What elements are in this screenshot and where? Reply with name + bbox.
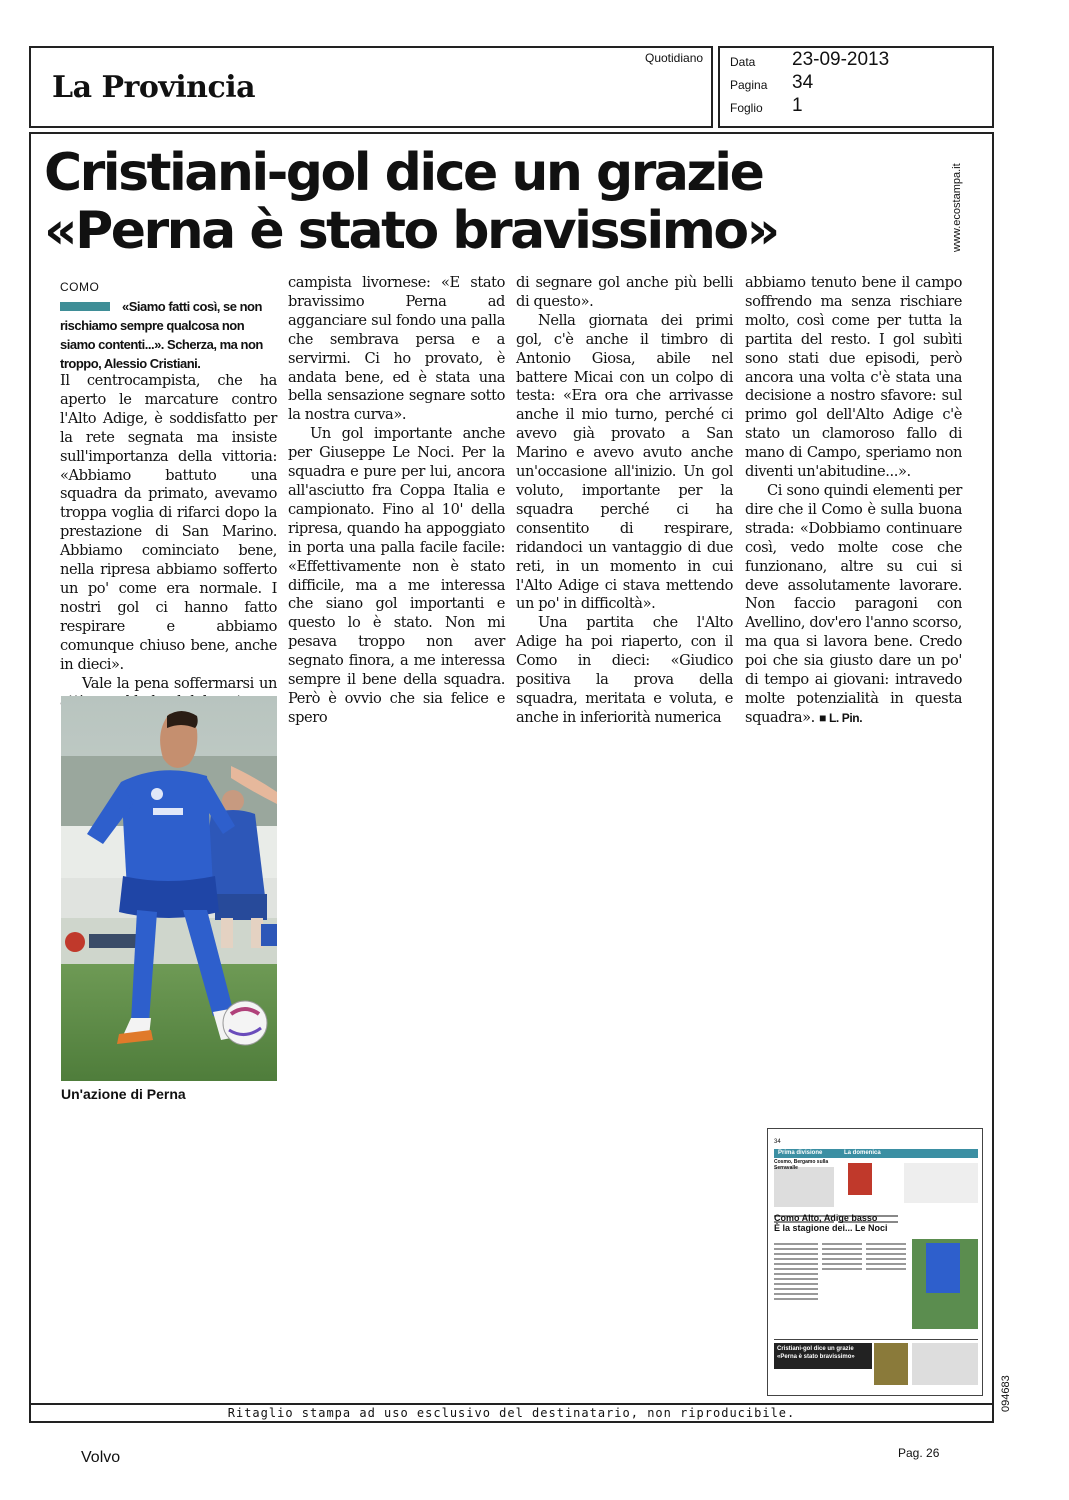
lead-paragraph: «Siamo fatti così, se non rischiamo sempre qualcosa non siamo contenti...». Scherza, ma non troppo, Alessio Cristiani. bbox=[60, 299, 263, 371]
thumbnail-mini-headline-1: Cristiani-gol dice un grazie bbox=[777, 1346, 854, 1352]
paragraph-text: Ci sono quindi elementi per dire che il Como è sulla buona strada: «Dobbiamo continuare così, vedo molte cose che funzionano, altre su cui si deve assolutamente lavorare. Non faccio paragoni con Avellino, dov'ero l'anno scorso, ma qua si lavora bene. Credo poi che sia giusto dare un po' di tempo ai giovani: intravedo molte potenzialità in questa squadra». bbox=[745, 481, 962, 726]
paragraph bbox=[745, 482, 962, 728]
foglio-value: 1 bbox=[792, 95, 803, 116]
headline-line-1: Cristiani-gol dice un grazie bbox=[44, 143, 763, 203]
photo-caption: Un'azione di Perna bbox=[61, 1086, 186, 1102]
page-thumbnail bbox=[767, 1128, 983, 1396]
side-url: www.ecostampa.it bbox=[951, 163, 963, 252]
paragraph: Una partita che l'Alto Adige ha poi riaperto, con il Como in dieci: «Giudico positiva la prova della squadra, meritata e voluta, e anche in inferiorità numerica bbox=[516, 614, 733, 726]
headline-line-2: «Perna è stato bravissimo» bbox=[44, 201, 778, 261]
author-signature: ■ L. Pin. bbox=[819, 710, 863, 725]
thumbnail-headline bbox=[774, 1213, 888, 1233]
publication-type: Quotidiano bbox=[645, 51, 704, 65]
paragraph: Il centrocampista, che ha aperto le marcature contro l'Alto Adige, è soddisfatto per la rete segnata ma insiste sull'importanza della vittoria: «Abbiamo battuto una squadra da primato, avevamo troppa voglia di rifarci dopo la prestazione di San Marino. Abbiamo cominciato bene, nella ripresa abbiamo sofferto un po' come era normale. I nostri gol ci hanno fatto respirare e abbiamo comunque chiuso bene, anche in dieci». bbox=[60, 372, 277, 673]
thumbnail-mini-headline bbox=[777, 1345, 871, 1361]
paragraph: Un gol importante anche per Giuseppe Le Noci. Per la squadra e pure per lui, ancora all'asciutto fra Coppa Italia e campionato. Fino al 10' della ripresa, quando ha appoggiato in porta una palla facile facile: «Effettivamente non è stato difficile, ma a me interessa che siano gol importanti e questo lo è stato. Non mi pesava troppo non aver segnato finora, a me interessa sempre il bene della squadra. Però è ovvio che sia felice e spero bbox=[288, 425, 505, 726]
thumbnail-headline-2: È la stagione dei... Le Noci bbox=[774, 1223, 888, 1233]
dateline: COMO bbox=[60, 280, 100, 294]
thumbnail-mini-headline-2: «Perna è stato bravissimo» bbox=[777, 1354, 855, 1360]
side-code: 094683 bbox=[1000, 1375, 1012, 1412]
column-4 bbox=[745, 274, 962, 728]
paragraph: abbiamo tenuto bene il campo soffrendo ma senza rischiare molto, così come per tutta la partita del resto. I gol subìti sono stati due episodi, però ancora una volta c'è stata una decisione a nostro sfavore: sul primo gol dell'Alto Adige c'è stato un clamoroso fallo di mano di Campo, speriamo non diventi un'abitudine...». bbox=[745, 274, 962, 481]
masthead: La Provincia bbox=[52, 70, 256, 105]
column-1 bbox=[60, 372, 277, 712]
foglio-label: Foglio bbox=[730, 101, 763, 115]
headline bbox=[44, 144, 778, 260]
thumbnail-tab: La domenica bbox=[844, 1150, 881, 1156]
paragraph: campista livornese: «E stato bravissimo Perna ad agganciare sul fondo una palla che sembrava persa e a servirmi. Ci ho provato, è andata bene, ed è stata una bella sensazione segnare sotto la nostra curva». bbox=[288, 274, 505, 424]
paragraph: di segnare gol anche più belli di questo». bbox=[516, 274, 733, 310]
data-label: Data bbox=[730, 55, 756, 69]
thumbnail-kicker: Cosmo, Bergamo sulla Serravalle bbox=[774, 1159, 829, 1171]
column-2 bbox=[288, 274, 505, 728]
thumbnail-section: Prima divisione bbox=[778, 1150, 823, 1156]
paragraph: Nella giornata dei primi gol, c'è anche il timbro di Antonio Giosa, abile nel battere Micai con un colpo di testa: «Era ora che arrivasse anche il mio turno, perché ci avevo già provato a San Marino e avevo avuto anche un'occasione all'inizio. Un gol voluto, importante per la squadra perché ci ha consentito di respirare, ridandoci un vantaggio di due reti, in un momento in cui l'Alto Adige ci stava mettendo un po' in difficoltà». bbox=[516, 311, 733, 613]
article-photo bbox=[61, 696, 277, 1081]
paragraph: Vale la pena soffermarsi un bbox=[82, 674, 277, 692]
client-name: Volvo bbox=[81, 1449, 121, 1466]
pagina-value: 34 bbox=[792, 72, 814, 93]
thumbnail-headline-1: Como Alto, Adige basso bbox=[774, 1213, 878, 1223]
soccer-ball bbox=[223, 1001, 267, 1045]
footer-separator bbox=[31, 1403, 992, 1405]
reproduction-notice: Ritaglio stampa ad uso esclusivo del destinatario, non riproducibile. bbox=[227, 1406, 796, 1420]
data-value: 23-09-2013 bbox=[792, 49, 890, 70]
thumbnail-page-no: 34 bbox=[774, 1139, 781, 1145]
football-action-photo bbox=[61, 696, 277, 1081]
pagina-label: Pagina bbox=[730, 78, 768, 92]
page-number: Pag. 26 bbox=[898, 1446, 940, 1460]
column-3 bbox=[516, 274, 733, 728]
